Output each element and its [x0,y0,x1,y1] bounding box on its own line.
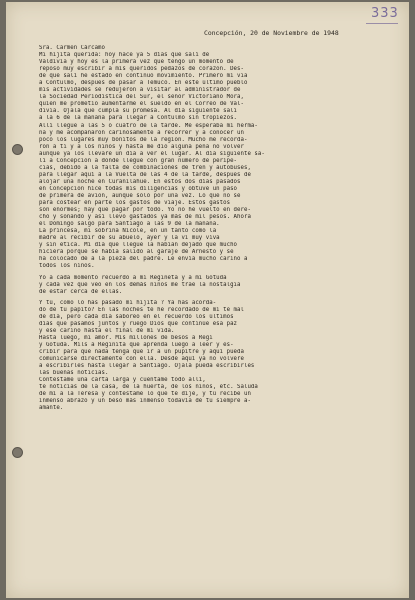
body-line: en Concepción hice todas mis diligencias y obtuve un paso [39,185,238,192]
body-line: días que pasamos juntos y ruego Dios que continúe esa paz [39,320,238,327]
folio-number: 333 [371,6,399,21]
punch-hole [12,447,23,458]
body-line: el Domingo salgo para Santiago a las 9 de la mañana. [39,221,220,228]
body-line: Valdivia y hoy es la primera vez que tengo un momento de [39,59,234,66]
body-line: Mi hijita querida: hoy hace ya 5 días que salí de [39,52,210,59]
body-line: y Gotuda. Mils a Reginita que aprenda luego a leer y es- [39,341,234,348]
body-line: inmenso abrazo y un beso más inmenso todavía de tu siempre a- [39,398,251,405]
body-line: de que salí he estado en continuo movimiento. Primero mi via [39,73,248,80]
body-line: a la 6 de la mañana para llegar a Contulmo sin tropiezos. [39,115,238,122]
body-line: cho y sonando y así llevo gastados ya más de mil pesos. Ahora [39,214,251,221]
body-line: quien me prometió aumentarme el sueldo en el Correo de Val- [39,101,244,108]
body-line: na y me acompañaron cariñosamente a recorrer y a conocer un [39,129,244,136]
body-line: Contéstame una carta larga y cuéntame todo allí, [39,377,206,384]
body-line: hiciera porque se había salido al garaje de Arnesto y se [39,249,234,256]
letter-body [39,45,384,412]
date-line: Concepción, 20 de Noviembre de 1948 [204,29,339,37]
body-line: poco los lugares muy bonitos de la región. Mucho me recorda- [39,136,248,143]
body-line: alojar una noche en Curanilahue. En estos dos días pasados [39,178,241,185]
punch-hole [12,144,23,155]
body-line: aunque ya los llevaré un día a ver el lugar. Al día siguiente sa- [39,150,265,157]
body-line: y ese cariño hasta el final de mi vida. [39,327,175,334]
body-line: do de tu papito? En las noches te he recordado de mi te mal [39,306,244,313]
body-line: Yo a cada momento recuerdo a mi Regineta y a mi Gotuda [39,274,227,281]
body-line: La princesa, mi sobrina Nicole, en un tanto como la [39,228,217,235]
body-line: reposo muy escribir a mis queridos pedazos de corazón. Des- [39,66,244,73]
body-line: y cada vez que veo en los demás niños me trae la nostalgia [39,281,241,288]
letter-sheet [6,2,409,598]
body-line: a Contulmo, después de pasar a Temuco. En este último pueblo [39,80,248,87]
body-line: lí a Concepción a donde llegué con gran número de peripe- [39,157,238,164]
body-line: cias, debido a la falta de combinaciones de tren y autobuses, [39,164,251,171]
body-line: cribir para que nada tenga que ir a un pupitre y aquí pueda [39,348,244,355]
body-line: a escribirles hasta llegar a Santiago. Ojalá pueda escribirles [39,363,255,370]
body-line: de día, pero cada día saboreo en el recuerdo los últimos [39,313,234,320]
body-line: amante. [39,405,64,412]
body-line: son enormes; hay que pagar por todo. Yo no he vuelto en dere- [39,207,251,214]
body-line: para costear en parte los gastos de viaje. Estos gastos [39,200,231,207]
body-line: Hasta luego, mi amor. Mis millones de besos a Regi [39,334,213,341]
body-line: todos los niños. [39,263,95,270]
body-line: ha colocado de a la pieza del padre. Le envía mucho cariño a [39,256,248,263]
body-line: Y tú, como lo has pasado mi hijita ? Ya has acorda- [39,299,217,306]
body-line: las buenas noticias. [39,370,109,377]
body-line: de mi a la Teresa y contéstame lo que te dije, y tú recibe un [39,391,251,398]
salutation: Sra. Carmen Cárcamo [39,45,106,51]
body-line: madre al recibir de su abuelo, ayer y la vi muy viva [39,235,220,242]
folio-underline [366,23,398,24]
body-line: de primera de avión, aunque solo por una vez. Lo que no sé [39,192,241,199]
body-line: Allí llegué a las 5 o cuatro de la tarde. Me esperaba mi herma- [39,122,258,129]
body-line: te noticias de la casa, de la huerta, de los niños, etc. Saluda [39,384,258,391]
body-line: ron a ti y a los niños y hasta me dio alguna pena no volver [39,143,244,150]
body-line: mis actividades se redujeron a visitar al administrador de [39,87,241,94]
body-line: y sin ética. Mi día que llegué la habían dejado que mucho [39,242,238,249]
body-line: divia. Ojalá que cumpla su promesa. Al día siguiente salí [39,108,238,115]
body-line: la Sociedad Periodística del Sur, el señor Victoriano Mora, [39,94,244,101]
body-line: para llegar aquí a la Vuelta de las 4 de la tarde, después de [39,171,251,178]
body-line: comunicarse directamente con ella. Desde aquí ya no volveré [39,356,244,363]
body-line: de estar cerca de ellas. [39,288,123,295]
